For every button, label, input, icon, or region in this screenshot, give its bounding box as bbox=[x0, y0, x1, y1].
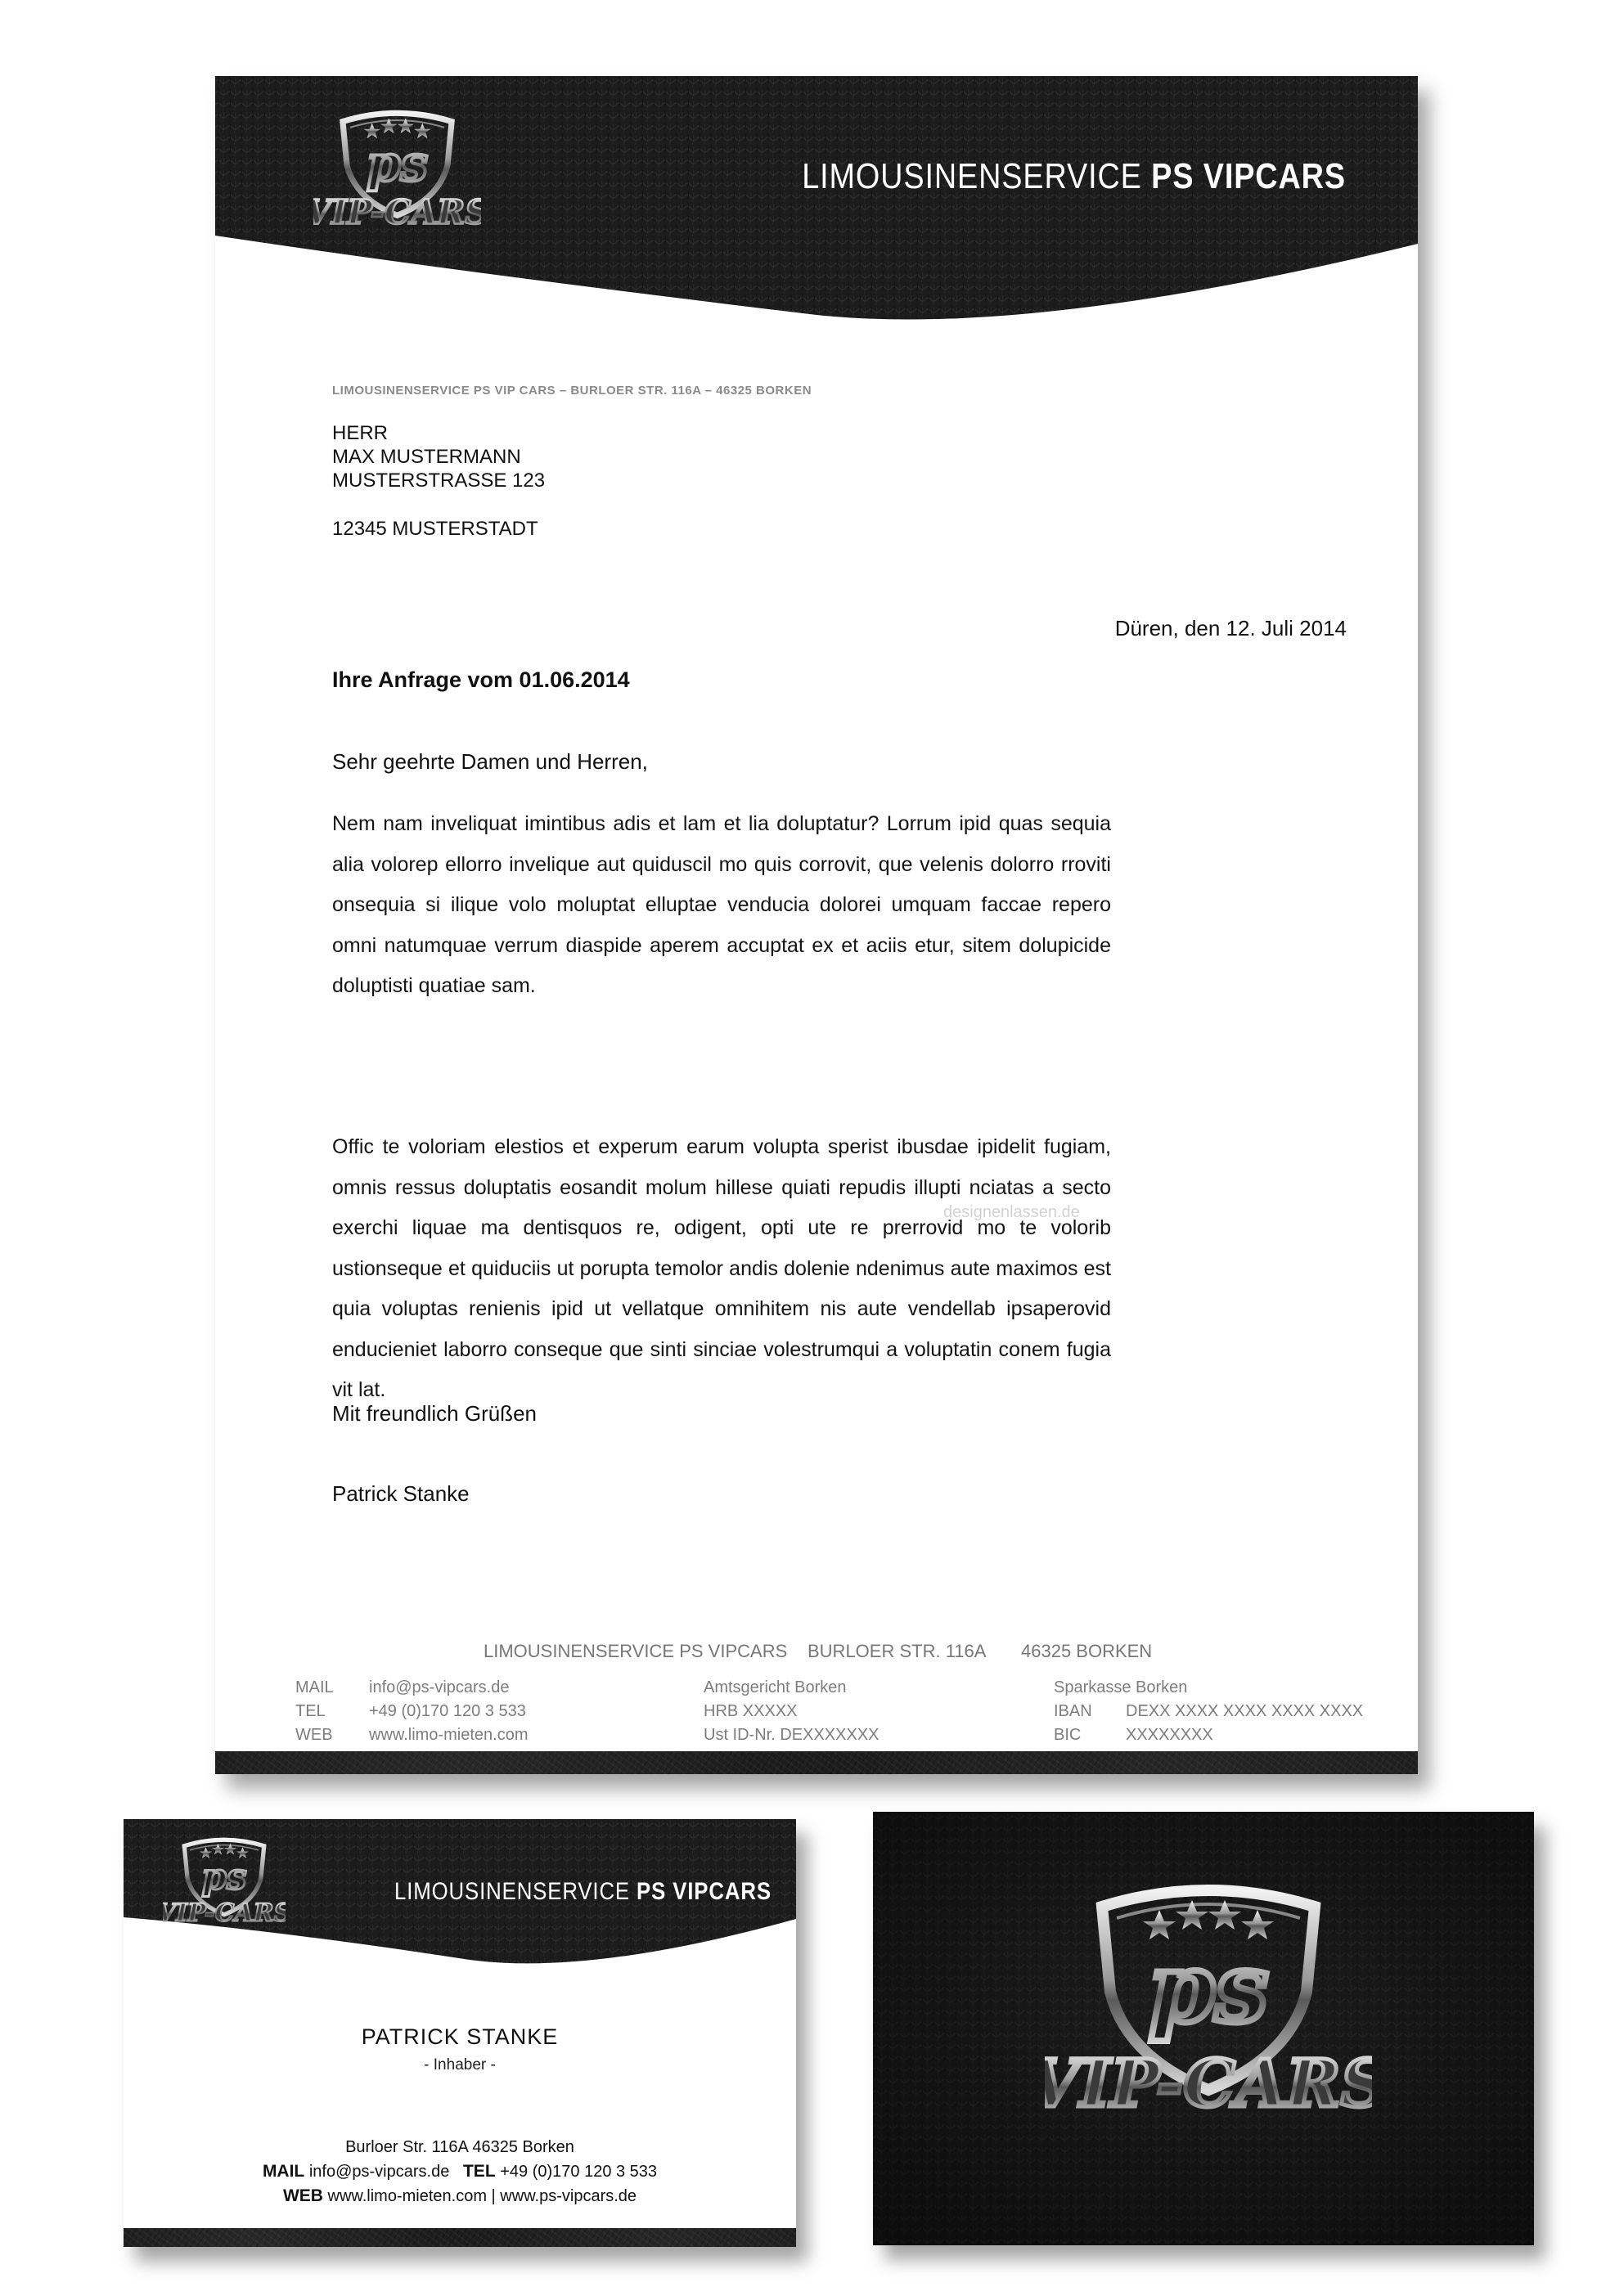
card-ps-vipcars-logo bbox=[163, 1834, 286, 1928]
card-brand-title-regular: LIMOUSINENSERVICE bbox=[394, 1878, 631, 1905]
letter-paragraph-2: Offic te voloriam elestios et experum earum volupta sperist ibusdae ipidelit fugiam, omnis ressus doluptatis eosandit molum hillese quiati repudis illupti nciatas a secto exerchi liquae ma dentisquos re, odigent, opti ute re prerrovid mo te volorib ustionseque et quiduciis ut porupta temolor andis dolenie ndenimus aute maximos est quia voluptas renienis ipid ut vellatque omnihitem nis aute vendellab ipsaperovid enducieniet laborro conseque que sinti sinciae volestrumqui a voluptatin conem fugia vit lat. bbox=[332, 1135, 1111, 1401]
footer-web-label: WEB bbox=[295, 1726, 333, 1744]
footer-registry-column bbox=[704, 1676, 879, 1747]
letter-closing: Mit freundlich Grüßen bbox=[332, 1401, 537, 1426]
card-tel: +49 (0)170 120 3 533 bbox=[500, 2163, 658, 2181]
brand-title bbox=[802, 156, 1346, 197]
footer-bic: XXXXXXXX bbox=[1126, 1726, 1213, 1744]
footer-iban-label: IBAN bbox=[1054, 1702, 1092, 1720]
card-contact-block bbox=[124, 2135, 796, 2208]
business-card-front bbox=[124, 1819, 796, 2247]
card-person-role: - Inhaber - bbox=[424, 2056, 496, 2074]
card-person-name: PATRICK STANKE bbox=[361, 2024, 559, 2049]
footer-web[interactable]: www.limo-mieten.com bbox=[369, 1726, 529, 1744]
card-mail[interactable]: info@ps-vipcars.de bbox=[308, 2163, 450, 2181]
footer-street: BURLOER STR. 116A bbox=[808, 1641, 987, 1661]
letter-paragraph-1: Nem nam inveliquat imintibus adis et lam et lia doluptatur? Lorrum ipid quas sequia alia volorep ellorro invelique aut quiduscil mo quis corrovit, que velenis dolorro rroviti onsequia si ilique volo moluptat elluptae venducia dolorei umquam faccae repero omni natumquae verrum diaspide aperem accuptat ex et aciis etur, sitem dolupicide doluptisti quatiae sam. bbox=[332, 812, 1111, 997]
card-web-links[interactable]: www.limo-mieten.com | www.ps-vipcars.de bbox=[327, 2187, 637, 2205]
letter-salutation: Sehr geehrte Damen und Herren, bbox=[332, 749, 648, 774]
business-card-back bbox=[873, 1812, 1534, 2245]
letterhead-page bbox=[215, 76, 1418, 1774]
footer-iban: DEXX XXXX XXXX XXXX XXXX bbox=[1126, 1702, 1364, 1720]
footer-bic-label: BIC bbox=[1054, 1726, 1082, 1744]
brand-title-bold: PS VIPCARS bbox=[1151, 156, 1346, 196]
watermark: designenlassen.de bbox=[943, 1203, 1080, 1221]
card-brand-title bbox=[394, 1878, 772, 1906]
footer-hrb: HRB XXXXX bbox=[704, 1702, 798, 1720]
recipient-address bbox=[332, 421, 545, 492]
letter-subject: Ihre Anfrage vom 01.06.2014 bbox=[332, 667, 630, 692]
footer-contact-column bbox=[295, 1676, 528, 1747]
card-mail-label: MAIL bbox=[262, 2162, 305, 2181]
footer-ust: Ust ID-Nr. DEXXXXXXX bbox=[704, 1726, 879, 1744]
recipient-street: MUSTERSTRASSE 123 bbox=[332, 470, 546, 492]
letter-signature: Patrick Stanke bbox=[332, 1481, 470, 1506]
footer-bank: Sparkasse Borken bbox=[1054, 1678, 1188, 1696]
footer-mail-label: MAIL bbox=[295, 1678, 334, 1696]
card-footer-leather-strip bbox=[124, 2228, 796, 2247]
footer-tel-label: TEL bbox=[295, 1702, 326, 1720]
letter-date: Düren, den 12. Juli 2014 bbox=[1114, 616, 1347, 640]
footer-bank-column bbox=[1054, 1676, 1363, 1747]
letter-header bbox=[215, 76, 1418, 321]
sender-return-line: LIMOUSINENSERVICE PS VIP CARS – BURLOER STR. 116A – 46325 BORKEN bbox=[332, 384, 812, 398]
footer-zip-city: 46325 BORKEN bbox=[1021, 1641, 1153, 1661]
recipient-name: MAX MUSTERMANN bbox=[332, 446, 521, 468]
footer-court: Amtsgericht Borken bbox=[704, 1678, 847, 1696]
card-back-large-logo bbox=[1045, 1877, 1372, 2123]
brand-title-regular: LIMOUSINENSERVICE bbox=[802, 156, 1142, 196]
ps-vipcars-logo bbox=[313, 105, 481, 234]
card-brand-title-bold: PS VIPCARS bbox=[637, 1878, 772, 1905]
recipient-salutation: HERR bbox=[332, 422, 389, 444]
card-tel-label: TEL bbox=[462, 2162, 496, 2181]
footer-company: LIMOUSINENSERVICE PS VIPCARS bbox=[484, 1641, 788, 1661]
footer-mail[interactable]: info@ps-vipcars.de bbox=[369, 1678, 510, 1696]
recipient-city: 12345 MUSTERSTADT bbox=[332, 518, 538, 540]
footer-leather-strip bbox=[215, 1751, 1418, 1774]
card-web-label: WEB bbox=[282, 2186, 323, 2205]
card-address: Burloer Str. 116A 46325 Borken bbox=[345, 2138, 574, 2156]
footer-tel: +49 (0)170 120 3 533 bbox=[369, 1702, 526, 1720]
